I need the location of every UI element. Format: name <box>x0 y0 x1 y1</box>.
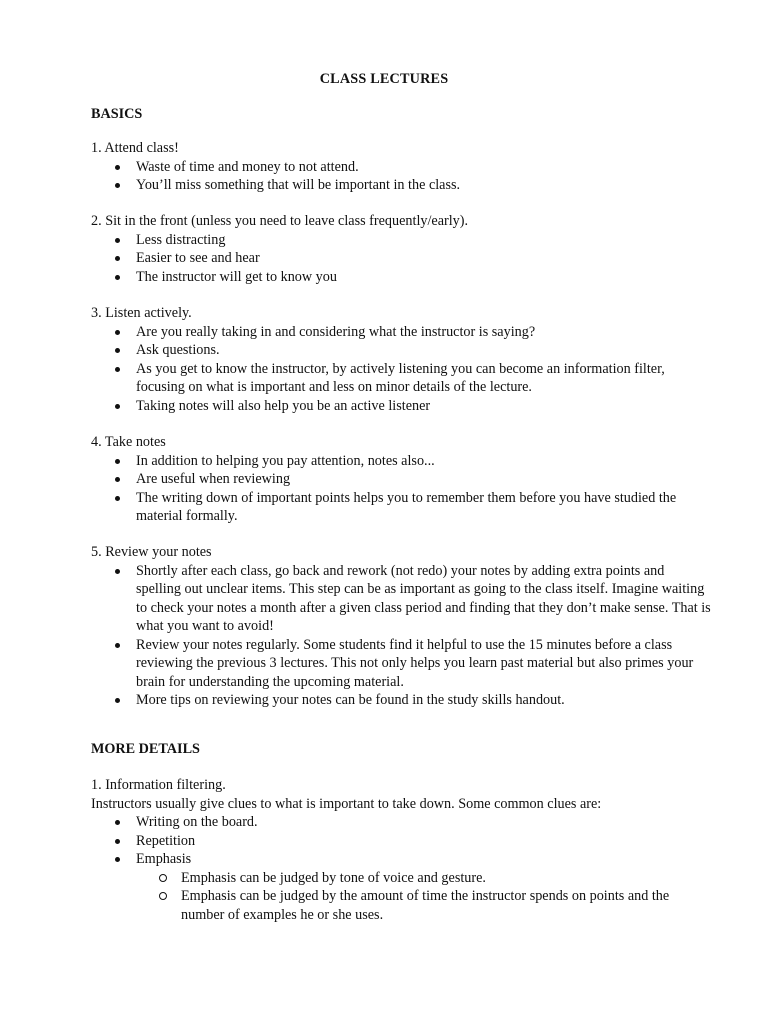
list-item-text: More tips on reviewing your notes can be found in the study skills handout. <box>136 692 565 708</box>
bullet-list <box>91 562 711 710</box>
list-item <box>91 360 711 397</box>
list-item <box>91 850 711 869</box>
bullet-icon <box>115 367 120 372</box>
list-item-text: Emphasis can be judged by the amount of time the instructor spends on points and the number of examples he or she uses. <box>181 888 670 923</box>
section-take-notes <box>91 433 711 526</box>
list-item-text: Less distracting <box>136 231 226 248</box>
list-item-text: Emphasis <box>136 851 192 867</box>
bullet-icon <box>115 820 120 825</box>
list-item <box>91 249 711 268</box>
basics-heading: BASICS <box>91 106 143 122</box>
sub-list-item <box>91 887 711 924</box>
list-item <box>91 562 711 636</box>
list-item-text: Are you really taking in and considering what the instructor is saying? <box>136 323 536 340</box>
bullet-icon <box>115 569 120 574</box>
bullet-icon <box>115 477 120 482</box>
bullet-icon <box>115 256 120 261</box>
section-heading: 5. Review your notes <box>91 544 212 560</box>
list-item <box>91 231 711 250</box>
section-review-notes <box>91 543 711 710</box>
bullet-icon <box>115 643 120 648</box>
bullet-icon <box>115 348 120 353</box>
bullet-icon <box>115 698 120 703</box>
bullet-icon <box>115 275 120 280</box>
list-item <box>91 813 711 832</box>
list-item <box>91 832 711 851</box>
list-item-text: As you get to know the instructor, by actively listening you can become an information filter, focusing on what is important and less on minor details of the lecture. <box>136 360 665 395</box>
more-details-heading: MORE DETAILS <box>91 741 200 757</box>
list-item <box>91 691 711 710</box>
section-heading: 3. Listen actively. <box>91 305 192 321</box>
list-item-text: You’ll miss something that will be important in the class. <box>136 177 461 193</box>
list-item <box>91 341 711 360</box>
bullet-list <box>91 231 711 287</box>
section-heading: 2. Sit in the front (unless you need to leave class frequently/early). <box>91 213 469 229</box>
list-item <box>91 158 711 177</box>
bullet-list <box>91 158 711 195</box>
list-item-text: Taking notes will also help you be an active listener <box>136 397 431 414</box>
section-sit-front <box>91 212 711 286</box>
bullet-list <box>91 452 711 526</box>
bullet-icon <box>115 404 120 409</box>
bullet-icon <box>115 330 120 335</box>
section-heading: 1. Attend class! <box>91 140 179 156</box>
bullet-icon <box>115 165 120 170</box>
list-item <box>91 397 711 416</box>
list-item-text: Repetition <box>136 832 196 849</box>
bullet-icon <box>115 459 120 464</box>
document-title: CLASS LECTURES <box>319 71 449 87</box>
hollow-bullet-icon <box>159 892 167 900</box>
list-item-text: Are useful when reviewing <box>136 471 291 487</box>
bullet-icon <box>115 496 120 501</box>
list-item-text: Writing on the board. <box>136 814 258 830</box>
list-item-text: Easier to see and hear <box>136 250 260 266</box>
sub-bullet-list <box>91 869 711 925</box>
list-item-text: Emphasis can be judged by tone of voice and gesture. <box>181 869 486 886</box>
list-item <box>91 268 711 287</box>
list-item-text: Shortly after each class, go back and rework (not redo) your notes by adding extra points and spelling out unclear items. This step can be as important as going to the class itself. Imagine waiting to check your notes a month after a given class period and finding that they don’t make sense. That is what you want to avoid! <box>136 562 711 634</box>
list-item <box>91 323 711 342</box>
bullet-icon <box>115 183 120 188</box>
section-attend-class <box>91 139 711 195</box>
list-item <box>91 452 711 471</box>
bullet-icon <box>115 839 120 844</box>
section-heading: 4. Take notes <box>91 434 166 450</box>
sub-list-item <box>91 869 711 888</box>
details-intro: Instructors usually give clues to what is important to take down. Some common clues are: <box>91 795 602 812</box>
section-heading: 1. Information filtering. <box>91 777 226 793</box>
list-item-text: Review your notes regularly. Some students find it helpful to use the 15 minutes before a class reviewing the previous 3 lectures. This not only helps you learn past material but also primes your brain for understanding the upcoming material. <box>136 636 694 690</box>
section-listen-actively <box>91 304 711 415</box>
list-item-text: The instructor will get to know you <box>136 268 337 285</box>
hollow-bullet-icon <box>159 874 167 882</box>
list-item <box>91 636 711 692</box>
section-information-filtering <box>91 776 711 924</box>
bullet-list <box>91 813 711 869</box>
list-item-text: Waste of time and money to not attend. <box>136 158 359 175</box>
list-item <box>91 176 711 195</box>
bullet-icon <box>115 238 120 243</box>
list-item <box>91 489 711 526</box>
bullet-list <box>91 323 711 416</box>
list-item-text: Ask questions. <box>136 342 220 358</box>
list-item-text: The writing down of important points helps you to remember them before you have studied the material formally. <box>136 489 677 524</box>
list-item <box>91 470 711 489</box>
bullet-icon <box>115 857 120 862</box>
list-item-text: In addition to helping you pay attention, notes also... <box>136 452 435 469</box>
